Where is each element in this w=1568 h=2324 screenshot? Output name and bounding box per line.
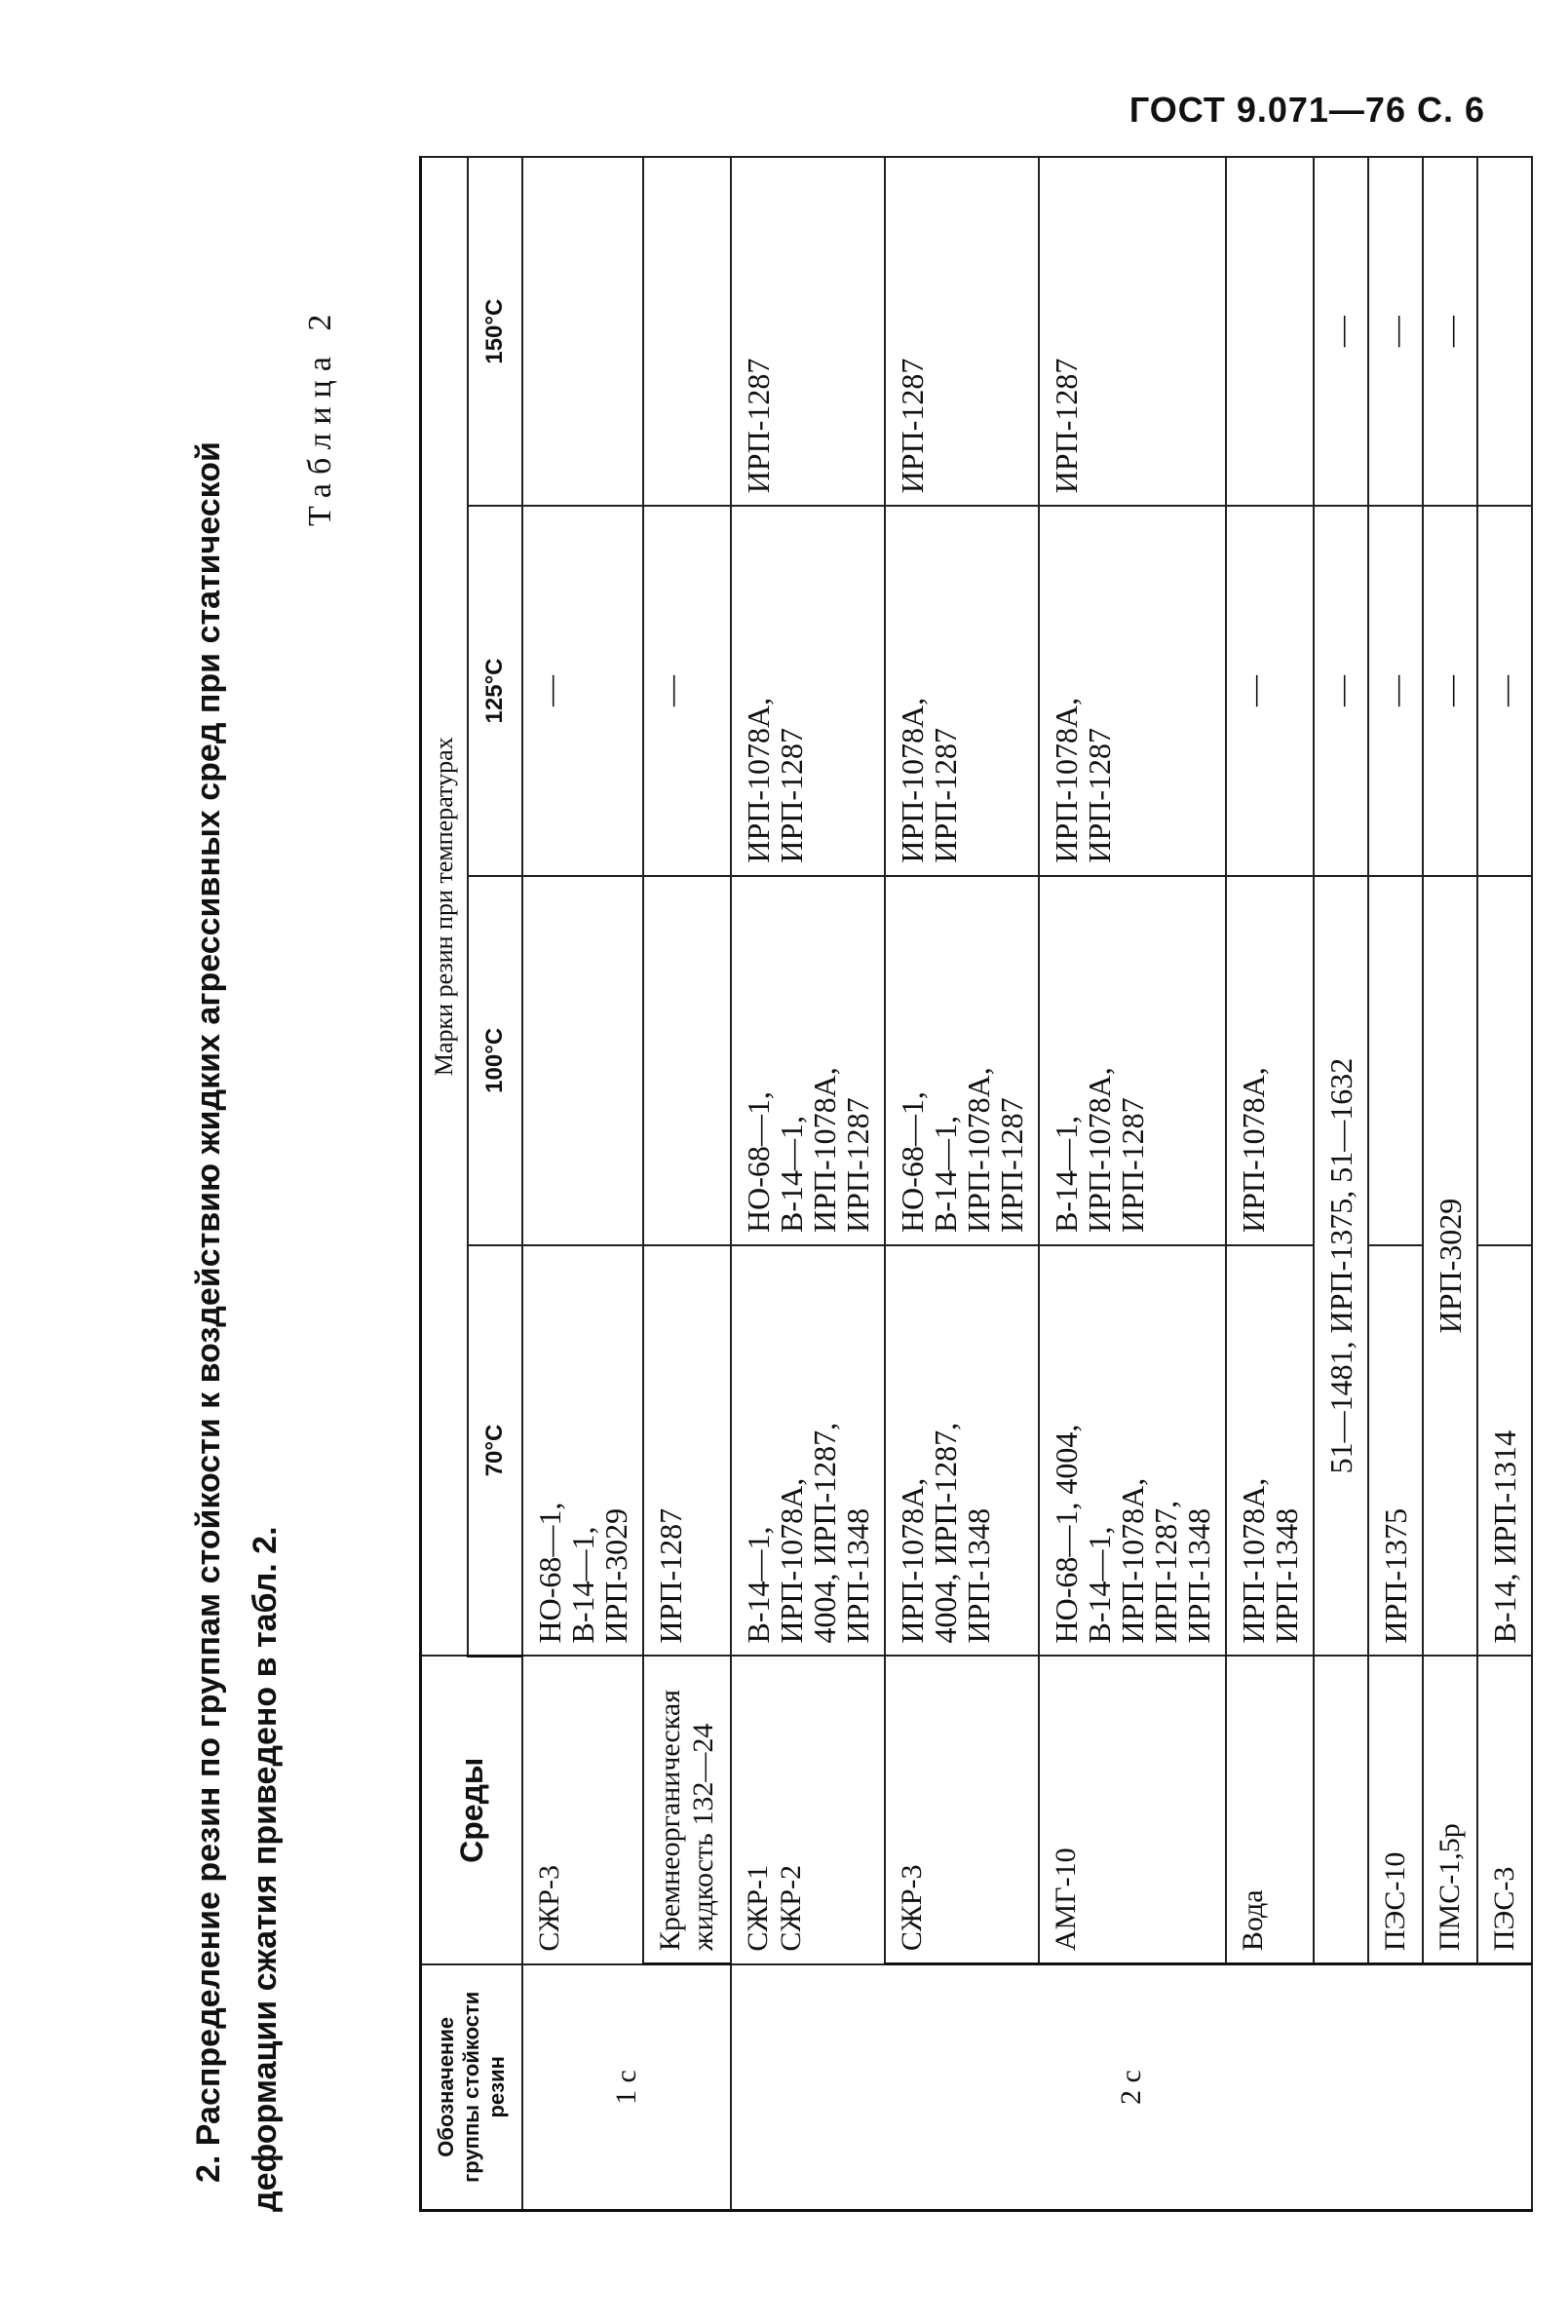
grade-cell-70: НО-68—1, 4004, В-14—1, ИРП-1078А, ИРП-1287, ИРП-1348 bbox=[1039, 1245, 1226, 1657]
medium-cell: Вода bbox=[1226, 1656, 1314, 1963]
header-temp-150: 150°С bbox=[468, 157, 522, 506]
grade-cell-100: В-14—1, ИРП-1078А, ИРП-1287 bbox=[1039, 876, 1226, 1245]
grade-cell-125: — bbox=[1368, 506, 1423, 875]
medium-cell: АМГ-10 bbox=[1039, 1656, 1226, 1963]
header-temperatures: Марки резин при температурах bbox=[421, 157, 469, 1656]
table-row bbox=[1423, 157, 1477, 2211]
medium-cell: СЖР-3 bbox=[885, 1656, 1039, 1963]
grade-cell-150 bbox=[643, 157, 731, 506]
grade-cell-100 bbox=[1368, 876, 1423, 1245]
medium-cell bbox=[1314, 1656, 1368, 1963]
table-row bbox=[643, 157, 731, 2211]
grade-cell-70: НО-68—1, В-14—1, ИРП-3029 bbox=[522, 1245, 643, 1657]
grade-cell-150: — bbox=[1423, 157, 1477, 506]
grade-cell-150: ИРП-1287 bbox=[1039, 157, 1226, 506]
table-row bbox=[1477, 157, 1532, 2211]
grade-cell-125: — bbox=[1423, 506, 1477, 875]
grade-cell-100: НО-68—1, В-14—1, ИРП-1078А, ИРП-1287 bbox=[731, 876, 885, 1245]
medium-cell: ПЭС-10 bbox=[1368, 1656, 1423, 1963]
table-row bbox=[1039, 157, 1226, 2211]
medium-cell: ПМС-1,5р bbox=[1423, 1656, 1477, 1963]
medium-cell: СЖР-3 bbox=[522, 1656, 643, 1963]
grade-cell-100 bbox=[522, 876, 643, 1245]
table-caption: Таблица 2 bbox=[302, 305, 338, 526]
grade-cell-125: — bbox=[1477, 506, 1532, 875]
group-label: 2 с bbox=[731, 1964, 1532, 2211]
table-row bbox=[885, 157, 1039, 2211]
page-header: ГОСТ 9.071—76 С. 6 bbox=[1128, 90, 1485, 130]
grade-cell-100: НО-68—1, В-14—1, ИРП-1078А, ИРП-1287 bbox=[885, 876, 1039, 1245]
rotated-page-content bbox=[180, 68, 1568, 2212]
grade-cell-100: ИРП-1078А, bbox=[1226, 876, 1314, 1245]
resistance-table bbox=[419, 156, 1533, 2212]
table-row bbox=[1314, 157, 1368, 2211]
table-row bbox=[522, 157, 643, 2211]
grade-cell-70: ИРП-1375 bbox=[1368, 1245, 1423, 1657]
grade-cell-150 bbox=[1226, 157, 1314, 506]
header-group: Обозначение группы стойкости резин bbox=[421, 1964, 523, 2211]
grade-cell-150: — bbox=[1314, 157, 1368, 506]
medium-cell: СЖР-1 СЖР-2 bbox=[731, 1656, 885, 1963]
grade-cell-70: ИРП-1287 bbox=[643, 1245, 731, 1657]
grade-cell-125: — bbox=[1314, 506, 1368, 875]
header-temp-125: 125°С bbox=[468, 506, 522, 875]
grade-cell-100 bbox=[1477, 876, 1532, 1245]
grade-cell-150: ИРП-1287 bbox=[731, 157, 885, 506]
grade-cell-70-100: 51—1481, ИРП-1375, 51—1632 bbox=[1314, 876, 1368, 1657]
table-row bbox=[1226, 157, 1314, 2211]
header-temp-70: 70°С bbox=[468, 1245, 522, 1657]
medium-cell: ПЭС-3 bbox=[1477, 1656, 1532, 1963]
table-container bbox=[419, 156, 1568, 2212]
table-row bbox=[1368, 157, 1423, 2211]
group-label: 1 с bbox=[522, 1964, 731, 2211]
grade-cell-125: — bbox=[522, 506, 643, 875]
grade-cell-125: — bbox=[643, 506, 731, 875]
intro-paragraph: 2. Распределение резин по группам стойкости к воздействию жидких агрессивных сред при статической деформации сжатия приведено в табл. 2. bbox=[190, 441, 284, 2212]
medium-cell: Кремнеорганическая жидкость 132—24 bbox=[643, 1656, 731, 1963]
grade-cell-150: ИРП-1287 bbox=[885, 157, 1039, 506]
header-medium: Среды bbox=[421, 1656, 523, 1963]
table-row bbox=[731, 157, 885, 2211]
table-body bbox=[522, 157, 1532, 2211]
grade-cell-125: ИРП-1078А, ИРП-1287 bbox=[731, 506, 885, 875]
header-temp-100: 100°С bbox=[468, 876, 522, 1245]
grade-cell-100 bbox=[643, 876, 731, 1245]
grade-cell-125: ИРП-1078А, ИРП-1287 bbox=[885, 506, 1039, 875]
grade-cell-70: ИРП-1078А, ИРП-1348 bbox=[1226, 1245, 1314, 1657]
grade-cell-125: ИРП-1078А, ИРП-1287 bbox=[1039, 506, 1226, 875]
grade-cell-150 bbox=[522, 157, 643, 506]
grade-cell-70: ИРП-1078А, 4004, ИРП-1287, ИРП-1348 bbox=[885, 1245, 1039, 1657]
grade-cell-70: В-14, ИРП-1314 bbox=[1477, 1245, 1532, 1657]
grade-cell-70: В-14—1, ИРП-1078А, 4004, ИРП-1287, ИРП-1348 bbox=[731, 1245, 885, 1657]
grade-cell-150 bbox=[1477, 157, 1532, 506]
grade-cell-70-100: ИРП-3029 bbox=[1423, 876, 1477, 1657]
grade-cell-150: — bbox=[1368, 157, 1423, 506]
grade-cell-125: — bbox=[1226, 506, 1314, 875]
